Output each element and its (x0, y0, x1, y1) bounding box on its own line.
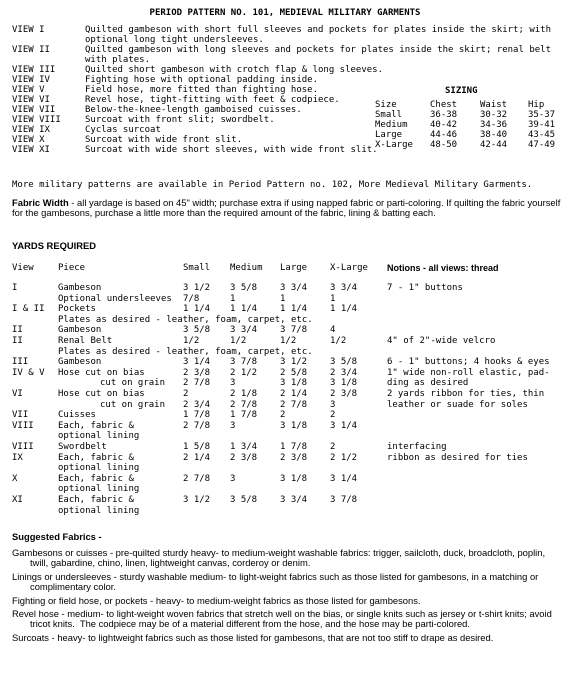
yards-cell-view: III (12, 357, 29, 368)
sizing-cell: Large (375, 130, 403, 140)
yards-cell-l: 1/2 (280, 336, 297, 346)
yards-cell-s: 2 (183, 389, 189, 399)
yards-cell-notion: interfacing (387, 442, 447, 452)
yards-cell-m: 3 5/8 (230, 283, 258, 293)
view-row (12, 85, 568, 95)
view-label: VIEW III (12, 65, 56, 75)
view-label: VIEW XI (12, 145, 50, 155)
yards-cell-xl: 3 1/8 (330, 378, 358, 389)
sizing-header-row (375, 100, 570, 110)
view-label: VIEW I (12, 25, 45, 35)
yards-cell-l: 3 1/8 (280, 420, 308, 431)
view-description: Fighting hose with optional padding inside. (85, 75, 318, 85)
yards-cell-piece: optional lining (58, 505, 140, 516)
yards-cell-s: 3 1/2 (183, 283, 211, 293)
yards-cell-view: I (12, 283, 18, 293)
yards-header-cell: Large (280, 263, 308, 273)
yards-cell-view: IX (12, 452, 23, 463)
sizing-cell: 30-32 (480, 110, 508, 120)
view-description: Field hose, more fitted than fighting hose. (85, 85, 318, 95)
yards-cell-m: 3 7/8 (230, 357, 258, 368)
fabric-suggestion: Revel hose - medium- to light-weight woven fabrics that stretch well on the bias, or single knits such as jersey or t-shirt knits; avoid tricot knits. The codpiece may be of a material different from the hose, and the hose may be parti-colored. (12, 608, 555, 630)
view-description: Quilted gambeson with long sleeves and pockets for plates inside the skirt; renal belt with plates. (85, 45, 557, 65)
sizing-cell: 39-41 (528, 120, 556, 130)
sizing-row (375, 120, 570, 130)
yards-cell-piece: Gambeson (58, 283, 102, 293)
yards-cell-m: 3 (230, 420, 236, 431)
yards-cell-s: 2 7/8 (183, 473, 211, 484)
yards-cell-xl: 3 3/4 (330, 283, 358, 293)
yards-header-cell: X-Large (330, 263, 368, 273)
sizing-header-cell: Size (375, 100, 397, 110)
fabric-suggestion: Gambesons or cuisses - pre-quilted sturdy heavy- to medium-weight washable fabrics: trigger, sailcloth, duck, broadcloth, poplin, twill, gabardine, chino, linen, lightweight canvas, corderoy or denim. (12, 547, 548, 569)
yards-cell-s: 2 3/8 (183, 367, 211, 378)
yards-cell-m: 1/2 (230, 336, 247, 346)
view-description: Surcoat with wide short sleeves, with wide front slit. (85, 145, 378, 155)
yards-cell-piece: cut on grain (100, 399, 166, 410)
yards-cell-piece: Each, fabric & (58, 452, 134, 463)
yards-cell-s: 2 7/8 (183, 420, 211, 431)
yards-cell-notion: ding as desired (387, 378, 469, 389)
yards-cell-s: 3 1/2 (183, 495, 211, 505)
yards-cell-m: 3 3/4 (230, 325, 258, 336)
yards-cell-xl: 2 (330, 410, 336, 421)
yards-row (0, 463, 570, 473)
fabric-suggestion: Fighting or field hose, or pockets - heavy- to medium-weight fabrics as those listed for gambesons. (12, 594, 421, 606)
yards-row (0, 283, 570, 293)
yards-cell-piece: Each, fabric & (58, 473, 134, 484)
yards-cell-m: 2 3/8 (230, 452, 258, 463)
suggested-fabrics-list (12, 548, 564, 646)
yards-cell-piece: Cuisses (58, 410, 96, 421)
yards-cell-notion: 7 - 1" buttons (387, 283, 463, 293)
yards-cell-s: 3 5/8 (183, 325, 211, 336)
view-label: VIEW VIII (12, 115, 61, 125)
yards-cell-m: 3 (230, 473, 236, 484)
yards-row (0, 453, 570, 463)
yards-cell-s: 3 1/4 (183, 357, 211, 368)
sizing-title: SIZING (445, 86, 478, 96)
yards-cell-view: X (12, 473, 18, 484)
yards-cell-view: II (12, 325, 23, 336)
yards-cell-xl: 3 1/4 (330, 420, 358, 431)
yards-cell-view: I & II (12, 304, 45, 315)
sizing-header-cell: Waist (480, 100, 508, 110)
yards-cell-xl: 3 1/4 (330, 473, 358, 484)
view-row (12, 45, 568, 65)
fabric-suggestion: Linings or undersleeves - sturdy washable medium- to light-weight fabrics such as those listed for gambesons, in a matching or complimentary color. (12, 570, 541, 593)
yards-cell-notion: 4" of 2"-wide velcro (387, 336, 496, 346)
yards-cell-piece: cut on grain (100, 378, 166, 389)
yards-cell-m: 3 (230, 378, 236, 389)
yards-cell-xl: 2 3/4 (330, 367, 358, 378)
sizing-cell: 47-49 (528, 140, 556, 150)
yards-row (0, 368, 570, 378)
yards-row (0, 506, 570, 516)
yards-header-cell: View (12, 263, 34, 273)
view-description: Below-the-knee-length gamboised cuisses. (85, 105, 302, 115)
yards-cell-l: 3 3/4 (280, 283, 308, 293)
yards-header-cell: Piece (58, 263, 86, 273)
yards-cell-view: VII (12, 410, 29, 421)
yards-row (0, 315, 570, 325)
sizing-cell: 43-45 (528, 130, 556, 140)
yards-row (0, 336, 570, 346)
yards-cell-piece: Hose cut on bias (58, 367, 145, 378)
yards-cell-piece: optional lining (58, 463, 140, 474)
sizing-header-cell: Hip (528, 100, 545, 110)
yards-row (0, 484, 570, 494)
yards-cell-notion: 6 - 1" buttons; 4 hooks & eyes (387, 357, 550, 368)
yards-cell-l: 3 1/8 (280, 378, 308, 389)
yards-cell-piece: Swordbelt (58, 442, 107, 452)
view-label: VIEW VII (12, 105, 56, 115)
yards-cell-xl: 1 1/4 (330, 304, 358, 315)
yards-cell-xl: 3 (330, 399, 336, 410)
yards-cell-piece: Pockets (58, 304, 96, 315)
yards-cell-s: 2 1/4 (183, 452, 211, 463)
yards-cell-l: 2 3/8 (280, 452, 308, 463)
yards-header-cell: Small (183, 263, 211, 273)
yards-cell-xl: 1 (330, 293, 336, 304)
yards-row (0, 400, 570, 410)
yards-cell-xl: 3 5/8 (330, 357, 358, 368)
view-row (12, 75, 568, 85)
yards-cell-m: 1 7/8 (230, 410, 258, 421)
yards-cell-xl: 2 1/2 (330, 452, 358, 463)
yards-cell-xl: 1/2 (330, 336, 347, 346)
view-description: Revel hose, tight-fitting with feet & codpiece. (85, 95, 340, 105)
fabric-width-note (12, 198, 564, 219)
yards-cell-m: 2 1/8 (230, 389, 258, 399)
yards-cell-view: VIII (12, 442, 34, 452)
yards-cell-xl: 2 (330, 442, 336, 452)
notions-header: Notions - all views: thread (387, 263, 499, 273)
sizing-cell: 38-40 (480, 130, 508, 140)
yards-cell-view: II (12, 336, 23, 346)
sizing-row (375, 140, 570, 150)
yards-cell-m: 1 3/4 (230, 442, 258, 452)
view-description: Surcoat with wide front slit. (85, 135, 243, 145)
yards-cell-l: 2 5/8 (280, 367, 308, 378)
yards-row (0, 431, 570, 441)
yards-row (0, 304, 570, 314)
yards-cell-piece: Each, fabric & (58, 495, 134, 505)
sizing-row (375, 110, 570, 120)
sizing-cell: Medium (375, 120, 408, 130)
yards-required-heading: YARDS REQUIRED (12, 240, 97, 251)
sizing-cell: 35-37 (528, 110, 556, 120)
yards-cell-view: VI (12, 389, 23, 399)
view-label: VIEW V (12, 85, 45, 95)
sizing-cell: X-Large (375, 140, 413, 150)
yards-row (0, 442, 570, 452)
yards-row (0, 325, 570, 335)
view-label: VIEW IV (12, 75, 50, 85)
yards-cell-m: 1 1/4 (230, 304, 258, 315)
sizing-row (375, 130, 570, 140)
yards-cell-l: 3 3/4 (280, 495, 308, 505)
yards-cell-s: 1 1/4 (183, 304, 211, 315)
yards-cell-xl: 3 7/8 (330, 495, 358, 505)
yards-cell-l: 3 7/8 (280, 325, 308, 336)
view-row (12, 25, 568, 45)
yards-cell-view: VIII (12, 420, 34, 431)
yards-header-cell: Medium (230, 263, 263, 273)
sizing-cell: 36-38 (430, 110, 458, 120)
view-label: VIEW VI (12, 95, 50, 105)
yards-cell-l: 2 (280, 410, 286, 421)
view-row (12, 65, 568, 75)
yards-cell-notion: 2 yards ribbon for ties, thin (387, 389, 545, 399)
yards-cell-m: 1 (230, 293, 236, 304)
yards-row (0, 421, 570, 431)
yards-cell-view: IV & V (12, 367, 45, 378)
yards-cell-piece: Hose cut on bias (58, 389, 145, 399)
yards-cell-piece: optional lining (58, 431, 140, 442)
more-patterns-note: More military patterns are available in Period Pattern no. 102, More Medieval Military Garments. (12, 180, 533, 190)
yards-row (0, 378, 570, 388)
yards-cell-notion: ribbon as desired for ties (387, 452, 528, 463)
sizing-cell: 44-46 (430, 130, 458, 140)
sizing-cell: 40-42 (430, 120, 458, 130)
view-description: Cyclas surcoat (85, 125, 161, 135)
yards-cell-piece: Plates as desired - leather, foam, carpet, etc. (58, 314, 313, 325)
page-title: PERIOD PATTERN NO. 101, MEDIEVAL MILITARY GARMENTS (149, 8, 421, 18)
yards-cell-notion: leather or suade for soles (387, 399, 528, 410)
yards-cell-piece: Each, fabric & (58, 420, 134, 431)
yards-cell-l: 2 7/8 (280, 399, 308, 410)
view-label: VIEW IX (12, 125, 50, 135)
yards-cell-s: 2 7/8 (183, 378, 211, 389)
fabric-width-label: Fabric Width (12, 197, 69, 208)
yards-cell-piece: Gambeson (58, 325, 102, 336)
view-label: VIEW II (12, 45, 50, 55)
yards-cell-xl: 2 3/8 (330, 389, 358, 399)
yards-row (0, 294, 570, 304)
yards-row (0, 474, 570, 484)
yards-cell-piece: Renal Belt (58, 336, 113, 346)
yards-cell-l: 1 7/8 (280, 442, 308, 452)
view-label: VIEW X (12, 135, 45, 145)
yards-cell-l: 1 1/4 (280, 304, 308, 315)
yards-row (0, 410, 570, 420)
yards-cell-l: 1 (280, 293, 286, 304)
view-description: Surcoat with front slit; swordbelt. (85, 115, 275, 125)
yards-cell-m: 2 7/8 (230, 399, 258, 410)
yards-row (0, 389, 570, 399)
yards-cell-s: 1/2 (183, 336, 200, 346)
yards-row (0, 347, 570, 357)
fabric-width-text: - all yardage is based on 45" width; purchase extra if using napped fabric or parti-coloring. If quilting the fabric yourself for the gambesons, purchase a little more than the required amount of the fabric, lining & batting each. (12, 197, 561, 219)
yards-cell-l: 2 1/4 (280, 389, 308, 399)
sizing-header-cell: Chest (430, 100, 458, 110)
yards-row (0, 357, 570, 367)
yards-cell-l: 3 1/8 (280, 473, 308, 484)
view-description: Quilted short gambeson with crotch flap & long sleeves. (85, 65, 384, 75)
sizing-cell: Small (375, 110, 403, 120)
yards-cell-l: 3 1/2 (280, 357, 308, 368)
yards-header-row (0, 263, 570, 273)
sizing-cell: 34-36 (480, 120, 508, 130)
yards-cell-s: 7/8 (183, 293, 200, 304)
yards-row (0, 495, 570, 505)
yards-cell-view: XI (12, 495, 23, 505)
sizing-cell: 42-44 (480, 140, 508, 150)
yards-cell-xl: 4 (330, 325, 336, 336)
yards-cell-notion: 1" wide non-roll elastic, pad- (387, 367, 550, 378)
yards-cell-m: 3 5/8 (230, 495, 258, 505)
suggested-fabrics-heading: Suggested Fabrics - (12, 531, 102, 542)
yards-cell-piece: optional lining (58, 484, 140, 495)
yards-cell-s: 2 3/4 (183, 399, 211, 410)
yards-cell-piece: Optional undersleeves (58, 293, 172, 304)
yards-cell-piece: Plates as desired - leather, foam, carpet, etc. (58, 346, 313, 357)
yards-cell-m: 2 1/2 (230, 367, 258, 378)
yards-cell-s: 1 5/8 (183, 442, 211, 452)
yards-cell-s: 1 7/8 (183, 410, 211, 421)
view-description: Quilted gambeson with short full sleeves and pockets for plates inside the skirt; with optional long tight undersleeves. (85, 25, 557, 45)
yards-cell-piece: Gambeson (58, 357, 102, 368)
sizing-cell: 48-50 (430, 140, 458, 150)
fabric-suggestion: Surcoats - heavy- to lightweight fabrics such as those listed for gambesons, that are not too stiff to drape as desired. (12, 631, 494, 643)
